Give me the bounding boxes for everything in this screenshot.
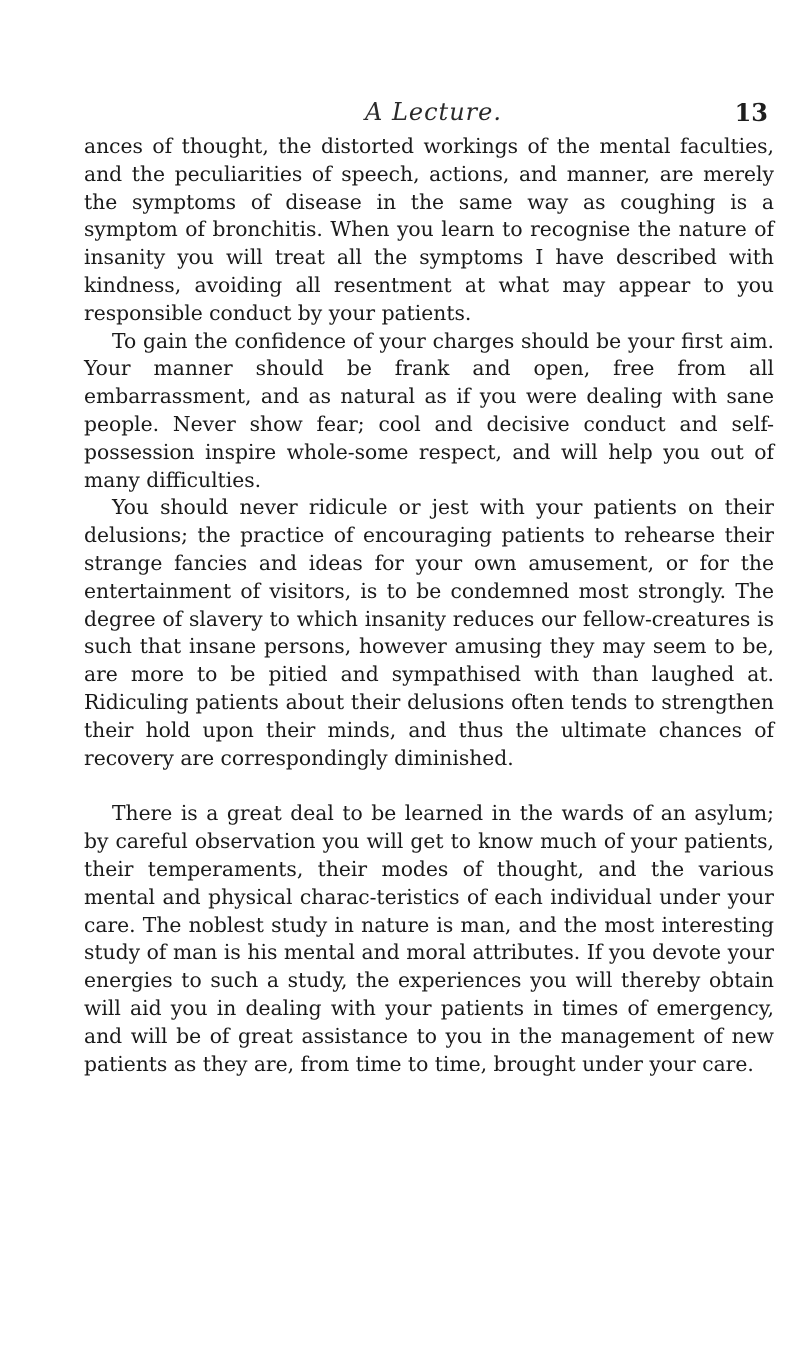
running-title: A Lecture. [365,98,502,126]
paragraph-continuation: ances of thought, the distorted workings of the mental faculties, and the peculiarities of speech, actions, and manner, are merely the symptoms of disease in the same way as coughing is a symptom of bronchitis. When you learn to recognise the nature of insanity you will treat all the symptoms I have described with kindness, avoiding all resentment at what may appear to you responsible conduct by your patients. [84,134,774,325]
paragraph-ridicule: You should never ridicule or jest with your patients on their delusions; the practice of encouraging patients to rehearse their strange fancies and ideas for your own amusement, or for the entertainment of visitors, is to be condemned most strongly. The degree of slavery to which insanity reduces our fellow-creatures is such that insane persons, however amusing they may seem to be, are more to be pitied and sympathised with than laughed at. Ridiculing patients about their delusions often tends to strengthen their hold upon their minds, and thus the ultimate chances of recovery are correspondingly diminished. [84,495,774,770]
page-number: 13 [734,98,768,127]
paragraph-wards: There is a great deal to be learned in the wards of an asylum; by careful observation you will get to know much of your patients, their temperaments, their modes of thought, and the various mental and physical charac-teristics of each individual under your care. The noblest study in nature is man, and the most interesting study of man is his mental and moral attributes. If you devote your energies to such a study, the experiences you will thereby obtain will aid you in dealing with your patients in times of emergency, and will be of great assistance to you in the management of new patients as they are, from time to time, brought under your care. [84,801,774,1076]
body-text [84,133,774,1078]
running-head [82,98,768,128]
paragraph-confidence: To gain the confidence of your charges should be your first aim. Your manner should be frank and open, free from all embarrassment, and as natural as if you were dealing with sane people. Never show fear; cool and decisive conduct and self-possession inspire whole-some respect, and will help you out of many difficulties. [84,328,774,492]
